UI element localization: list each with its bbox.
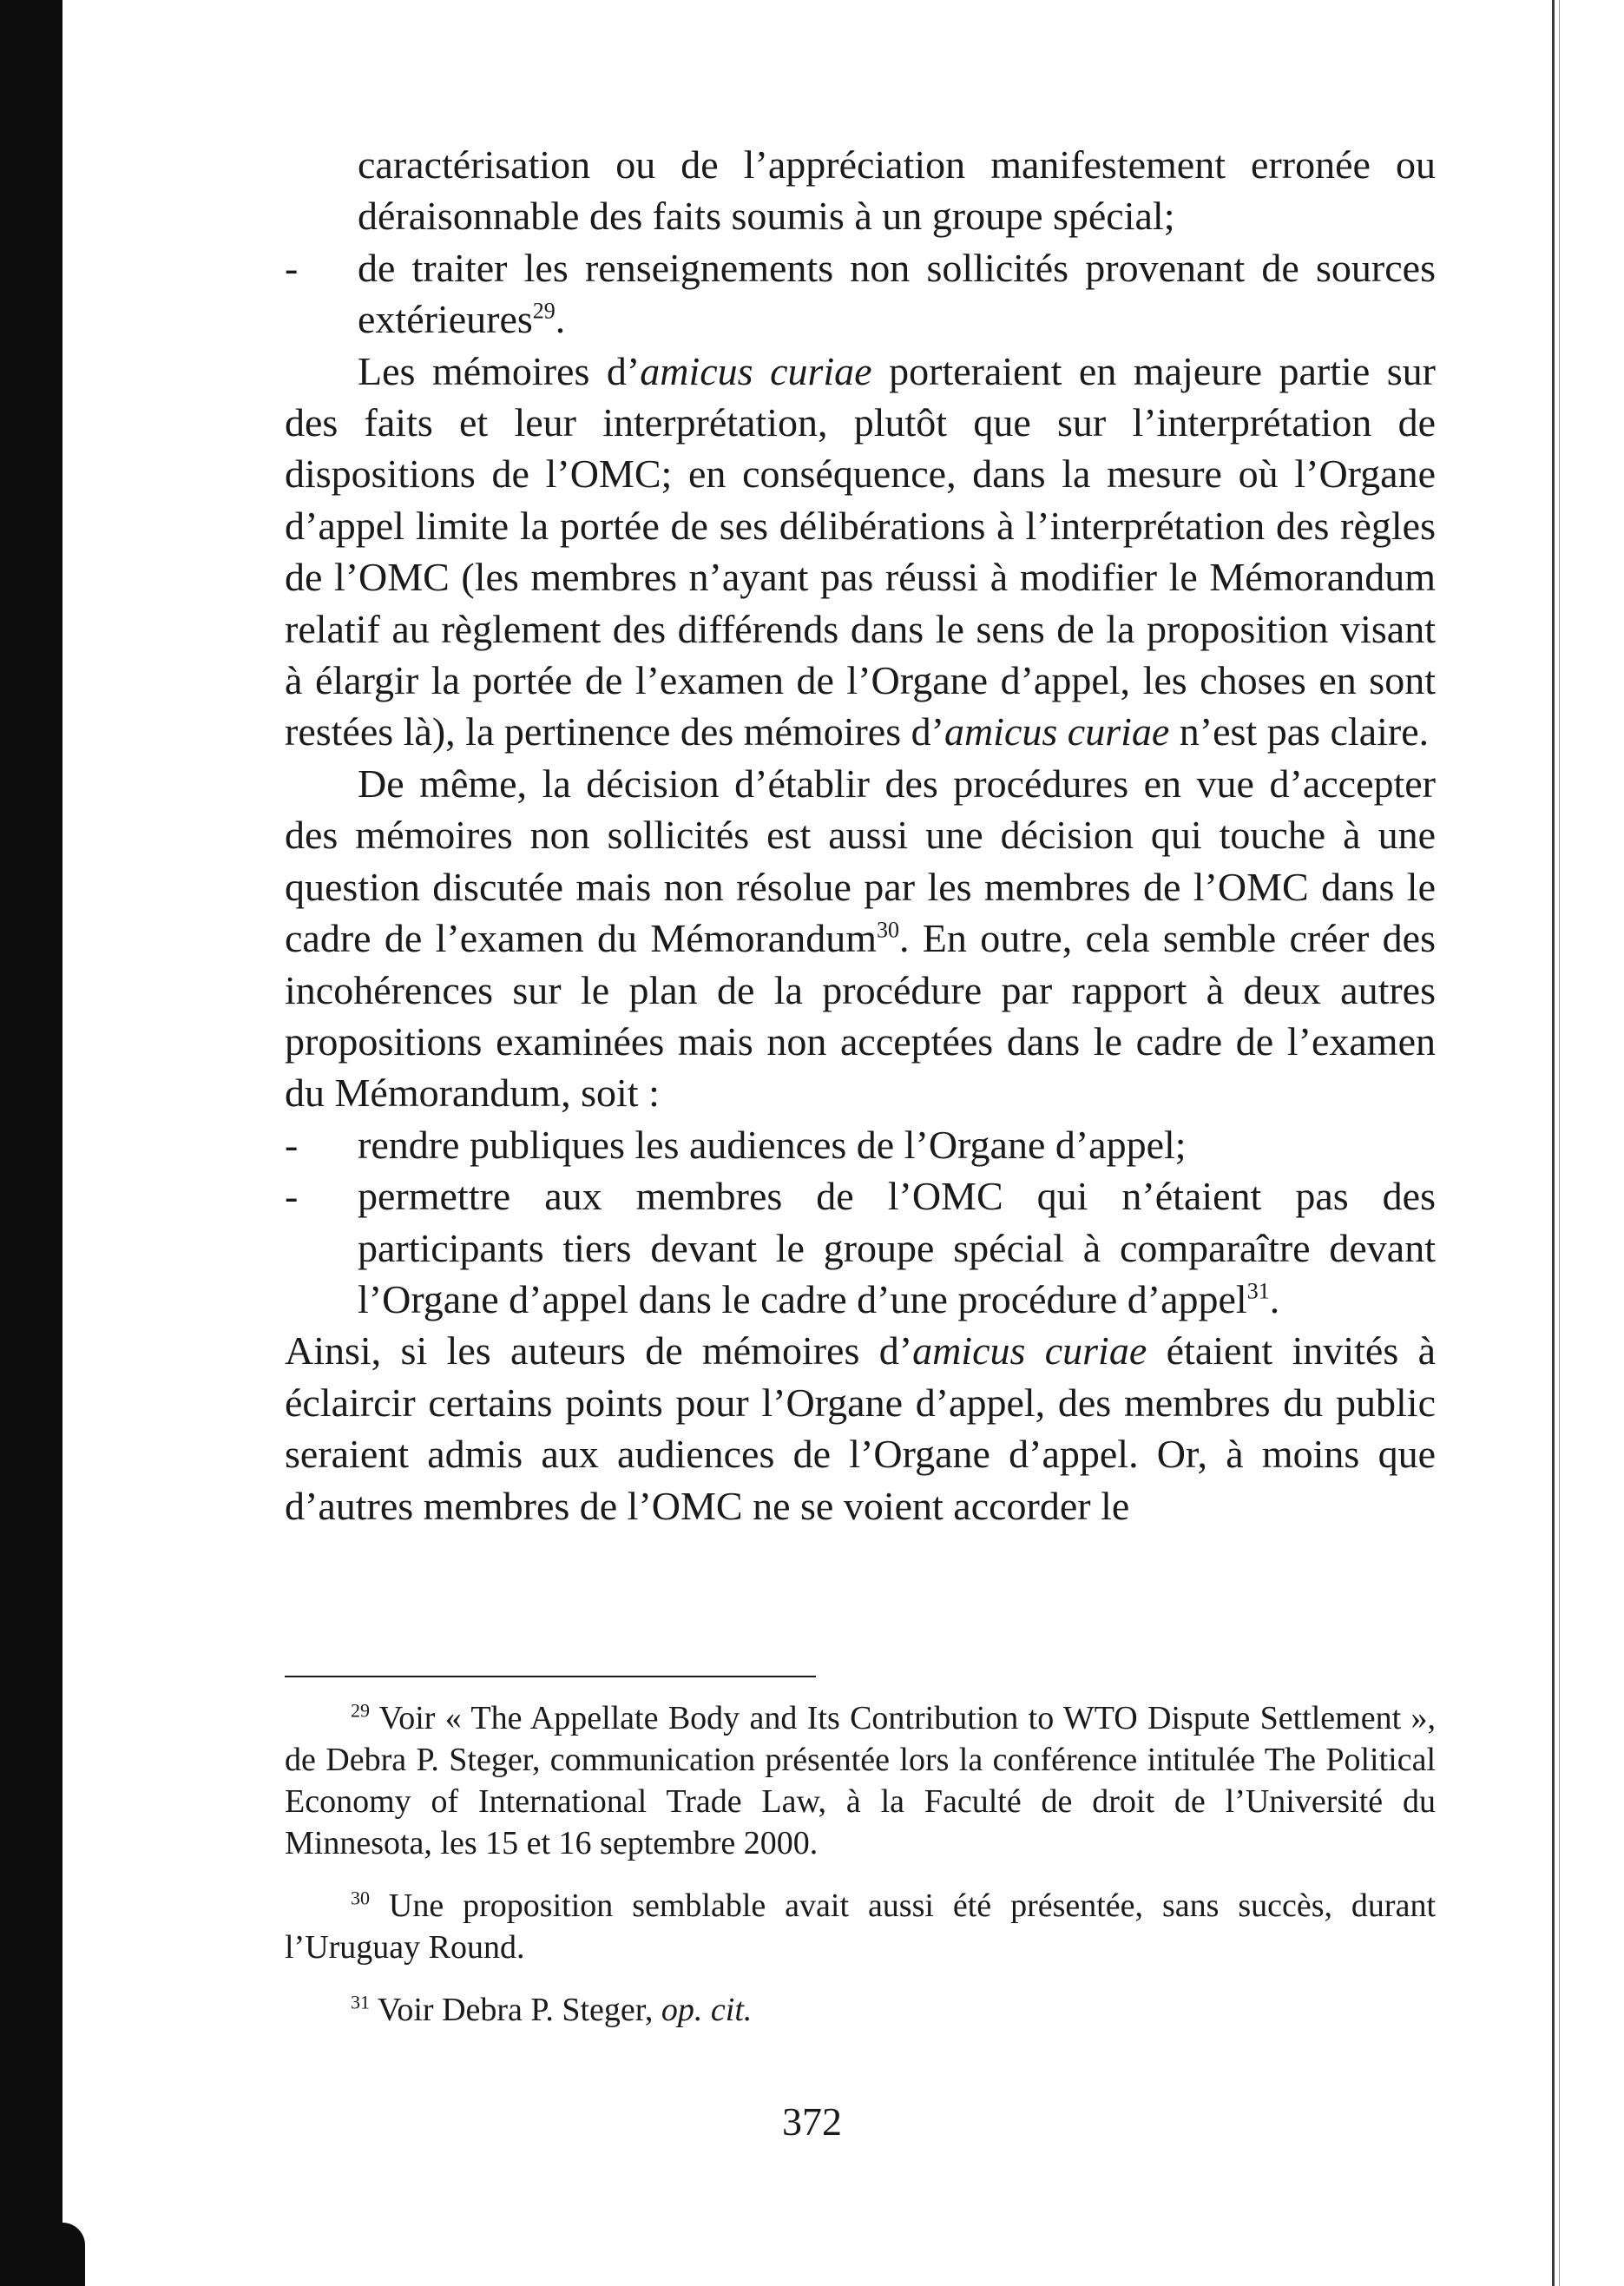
footnote-number: 29 — [351, 1699, 370, 1722]
footnotes — [285, 1697, 1436, 2052]
footnote-separator — [285, 1676, 816, 1677]
footnote-ref-31[interactable]: 31 — [1246, 1278, 1270, 1304]
body-text — [285, 139, 1436, 1532]
paragraph-conclusion: Ainsi, si les auteurs de mémoires d’amicus curiae étaient invités à éclaircir certains points pour l’Organe d’appel, des membres du public seraient admis aux audiences de l’Organe d’appel. Or, à moins que d’autres membres de l’OMC ne se voient accorder le — [285, 1328, 1436, 1528]
list-dash: - — [285, 1122, 299, 1167]
footnote-30: $^{30}$ Une proposition semblable avait aussi été présentée, sans succès, durant l’Uruguay Round. — [285, 1887, 1436, 1966]
continued-list-item: caractérisation ou de l’appréciation manifestement erronée ou déraisonnable des faits soumis à un groupe spécial; — [358, 142, 1436, 239]
footnote-number: 30 — [351, 1887, 370, 1909]
list-item-third-participants: - permettre aux membres de l’OMC qui n’étaient pas des participants tiers devant le groupe spécial à comparaître devant l’Organe d’appel dans le cadre d’une procédure d’appel$^{31}$. — [285, 1170, 1436, 1325]
list-item-treat-unsolicited: - de traiter les renseignements non sollicités provenant de sources extérieures$^{29}$. — [285, 242, 1436, 346]
footnote-number: 31 — [351, 1991, 370, 2013]
footnote-ref-30[interactable]: 30 — [876, 917, 899, 943]
list-dash: - — [285, 1174, 299, 1219]
footnote-31: $^{31}$ Voir Debra P. Steger, op. cit. — [351, 1991, 753, 2028]
list-item-public-hearings: - rendre publiques les audiences de l’Organe d’appel; — [285, 1119, 1436, 1170]
page-number: 372 — [782, 2099, 842, 2144]
footnote-29: $^{29}$ Voir « The Appellate Body and Its Contribution to WTO Dispute Settlement », de Debra P. Steger, communication présentée lors la conférence intitulée The Political Economy of International Trade Law, à la Faculté de droit de l’Université du Minnesota, les 15 et 16 septembre 2000. — [285, 1699, 1436, 1861]
list-dash: - — [285, 245, 299, 290]
paragraph-procedures: De même, la décision d’établir des procédures en vue d’accepter des mémoires non sollicités est aussi une décision qui touche à une question discutée mais non résolue par les membres de l’OMC dans le cadre de l’examen du Mémorandum$^{30}$. En outre, cela semble créer des incohérences sur le plan de la procédure par rapport à deux autres propositions examinées mais non acceptées dans le cadre de l’examen du Mémorandum, soit : — [285, 761, 1436, 1116]
paragraph-amicus-relevance: Les mémoires d’amicus curiae porteraient en majeure partie sur des faits et leur interprétation, plutôt que sur l’interprétation de dispositions de l’OMC; en conséquence, dans la mesure où l’Organe d’appel limite la portée de ses délibérations à l’interprétation des règles de l’OMC (les membres n’ayant pas réussi à modifier le Mémorandum relatif au règlement des différends dans le sens de la proposition visant à élargir la portée de l’examen de l’Organe d’appel, les choses en sont restées là), la pertinence des mémoires d’amicus curiae n’est pas claire. — [285, 348, 1436, 754]
footnote-ref-29[interactable]: 29 — [532, 298, 556, 324]
